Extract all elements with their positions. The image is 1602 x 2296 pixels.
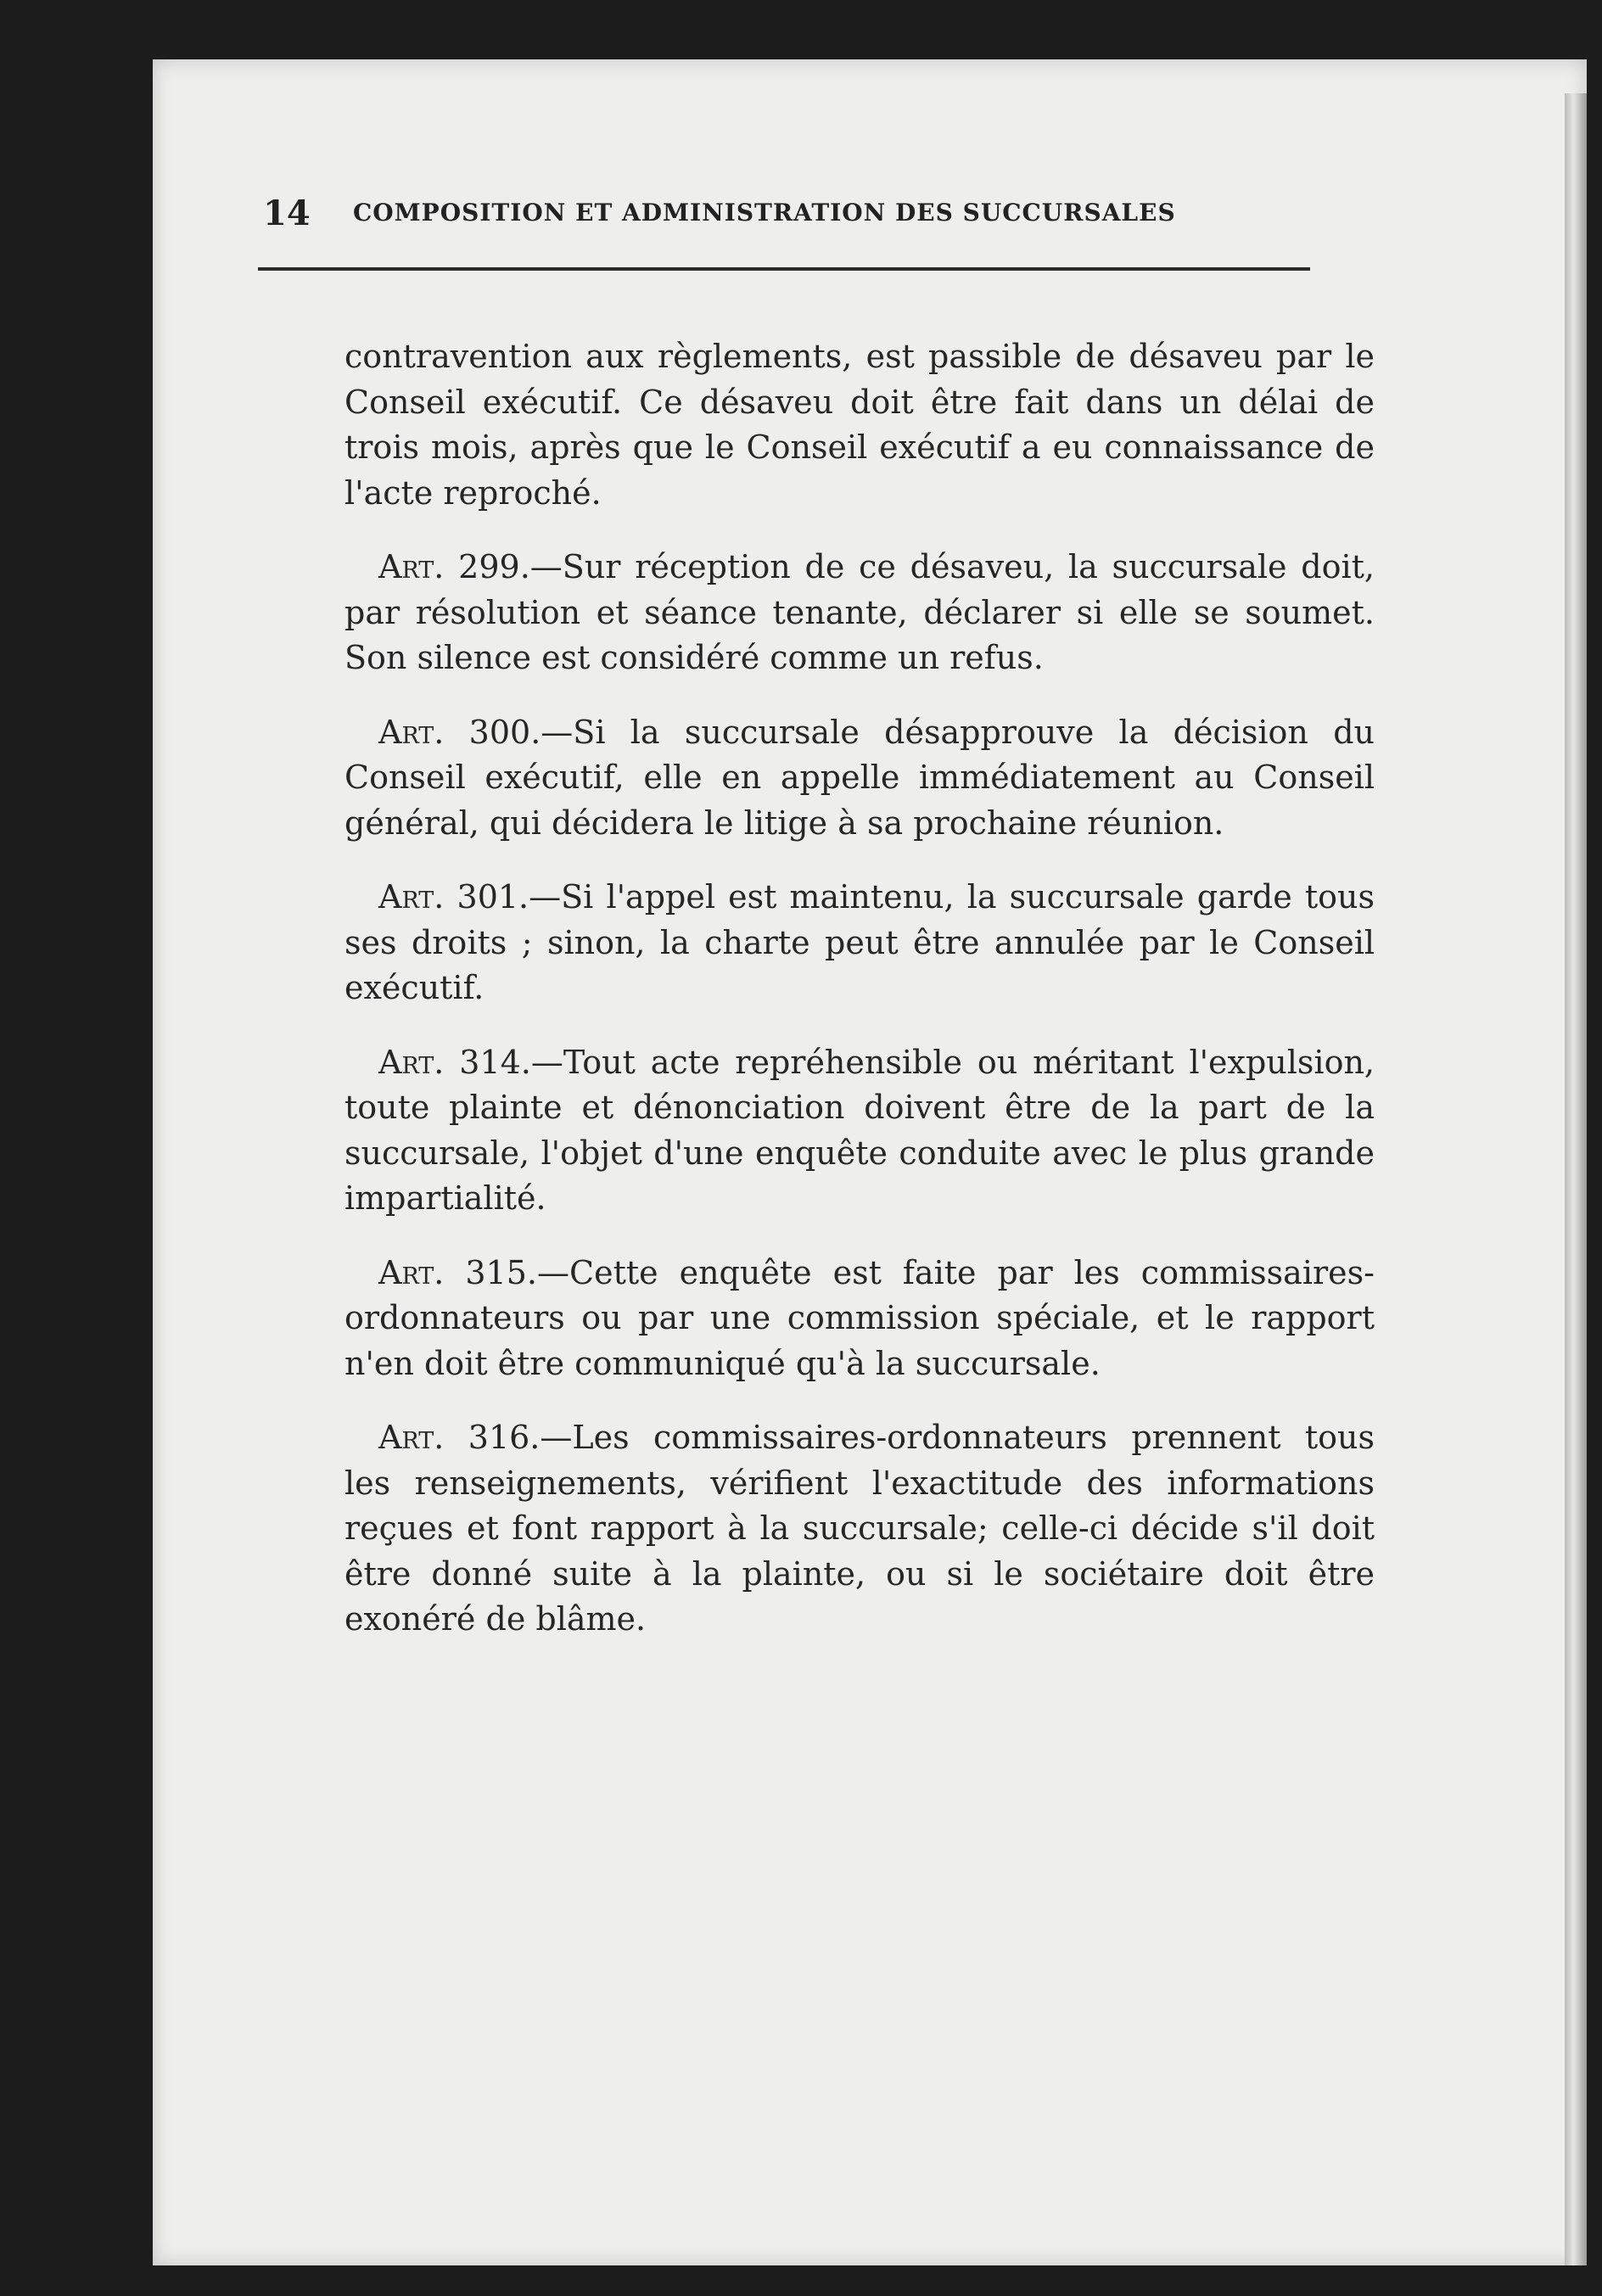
article-text: —Cette enquête est faite par les commissaires-ordonnateurs ou par une commission spéciale, et le rapport n'en doit être communiqué qu'à la succursale. [344,1253,1375,1382]
article-label: Art. 300. [378,713,541,751]
article-314 [344,1040,1375,1222]
article-text: —Les commissaires-ordonnateurs prennent tous les renseignements, vérifient l'exactitude des informations reçues et font rapport à la succursale; celle-ci décide s'il doit être donné suite à la plainte, ou si le sociétaire doit être exonéré de blâme. [344,1419,1375,1638]
article-text: —Sur réception de ce désaveu, la succursale doit, par résolution et séance tenante, déclarer si elle se soumet. Son silence est considéré comme un refus. [344,548,1375,676]
running-title: COMPOSITION ET ADMINISTRATION DES SUCCURSALES [353,199,1176,227]
article-299 [344,545,1375,681]
paragraph-text: contravention aux règlements, est passible de désaveu par le Conseil exécutif. Ce désaveu doit être fait dans un délai de trois mois, après que le Conseil exécutif a eu connaissance de l'acte reproché. [344,338,1375,512]
article-text: —Si la succursale désapprouve la décision du Conseil exécutif, elle en appelle immédiatement au Conseil général, qui décidera le litige à sa prochaine réunion. [344,713,1375,842]
article-301 [344,875,1375,1011]
article-label: Art. 301. [378,878,529,916]
page-number: 14 [263,193,311,233]
article-316 [344,1415,1375,1643]
paragraph-continuation [344,334,1375,516]
page-edge [1565,93,1587,2265]
article-text: —Tout acte repréhensible ou méritant l'expulsion, toute plainte et dénonciation doivent être de la part de la succursale, l'objet d'une enquête conduite avec le plus grande impartialité. [344,1043,1375,1217]
article-text: —Si l'appel est maintenu, la succursale garde tous ses droits ; sinon, la charte peut être annulée par le Conseil exécutif. [344,878,1375,1006]
article-label: Art. 299. [378,548,530,585]
body-text [344,334,1375,1672]
article-label: Art. 316. [378,1419,541,1456]
article-300 [344,710,1375,847]
running-head [263,193,1381,244]
header-rule [258,267,1310,271]
article-315 [344,1251,1375,1387]
article-label: Art. 314. [378,1043,531,1081]
article-label: Art. 315. [378,1253,537,1291]
